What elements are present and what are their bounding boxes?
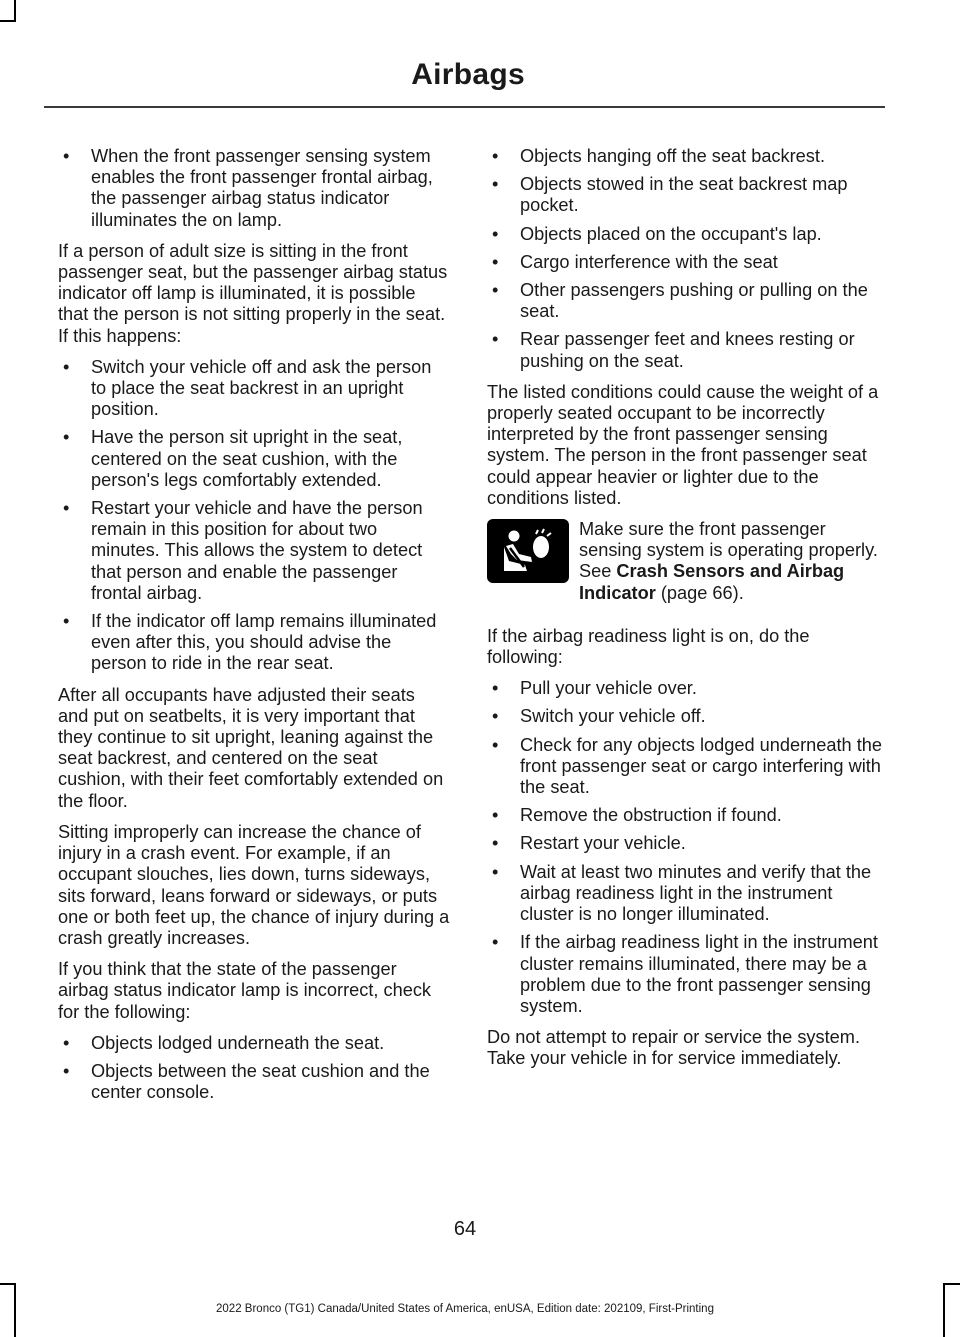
figure-text: Make sure the front passenger sensing system is operating properly. See: [579, 519, 878, 582]
list-item: • Objects placed on the occupant's lap.: [487, 224, 882, 245]
list-item: • Rear passenger feet and knees resting or pushing on the seat.: [487, 329, 882, 371]
list-item: • Objects hanging off the seat backrest.: [487, 146, 882, 167]
figure-page-ref: (page 66).: [655, 582, 744, 603]
crash-sensors-link[interactable]: Crash Sensors and Airbag Indicator: [579, 561, 845, 603]
list-item: • Objects between the seat cushion and the center console.: [58, 1061, 450, 1103]
list-item: • Remove the obstruction if found.: [487, 805, 882, 826]
paragraph: Do not attempt to repair or service the system. Take your vehicle in for service immediately.: [487, 1027, 860, 1069]
right-column: [487, 146, 882, 1080]
list-item: • Objects lodged underneath the seat.: [58, 1033, 450, 1054]
list-item: • Check for any objects lodged underneath the front passenger seat or cargo interfering with the seat.: [487, 735, 882, 799]
crop-mark-bottom-right-v: [943, 1283, 945, 1337]
paragraph: If the airbag readiness light is on, do the following:: [487, 625, 810, 668]
left-column: [58, 146, 450, 1113]
list-item: • When the front passenger sensing system enables the front passenger frontal airbag, the passenger airbag status indicator illuminates the on lamp.: [58, 146, 450, 231]
paragraph: Sitting improperly can increase the chance of injury in a crash event. For example, if an occupant slouches, lies down, turns sideways, sits forward, leans forward or sideways, or puts one or both feet up, the chance of injury during a crash greatly increases.: [58, 821, 450, 948]
airbag-warning-icon: [487, 519, 569, 583]
list-item: • Pull your vehicle over.: [487, 678, 882, 699]
bullet-list: [487, 678, 882, 1017]
list-item: • Restart your vehicle and have the person remain in this position for about two minutes. This allows the system to detect that person and enable the passenger frontal airbag.: [58, 498, 450, 604]
crop-mark-top-left-v: [14, 0, 16, 22]
crop-mark-bottom-right-h: [943, 1283, 960, 1285]
paragraph: If you think that the state of the passenger airbag status indicator lamp is incorrect, check for the following:: [58, 959, 432, 1022]
figure-paragraph: [487, 519, 882, 604]
list-item: • Objects stowed in the seat backrest map pocket.: [487, 174, 882, 216]
paragraph: If a person of adult size is sitting in the front passenger seat, but the passenger airbag status indicator off lamp is illuminated, it is possible that the person is not sitting properly in the seat. If this happens:: [58, 240, 448, 346]
list-item: • Switch your vehicle off and ask the person to place the seat backrest in an upright position.: [58, 357, 450, 421]
crop-mark-bottom-left-h: [0, 1283, 16, 1285]
bullet-list: [487, 146, 882, 372]
list-item: • Have the person sit upright in the seat, centered on the seat cushion, with the person's legs comfortably extended.: [58, 427, 450, 491]
bullet-list: [58, 357, 450, 675]
page-title: Airbags: [411, 58, 525, 91]
list-item: • If the airbag readiness light in the instrument cluster remains illuminated, there may be a problem due to the front passenger sensing system.: [487, 932, 882, 1017]
list-item: • If the indicator off lamp remains illuminated even after this, you should advise the person to ride in the rear seat.: [58, 611, 450, 675]
list-item: • Cargo interference with the seat: [487, 252, 882, 273]
intro-bullet-list: [58, 146, 450, 231]
crop-mark-top-left-h: [0, 20, 16, 22]
bullet-list: [58, 1033, 450, 1104]
page-number: 64: [453, 1218, 477, 1240]
footer-edition-info: 2022 Bronco (TG1) Canada/United States of America, enUSA, Edition date: 202109, First-Printing: [216, 1303, 714, 1315]
paragraph: The listed conditions could cause the weight of a properly seated occupant to be incorrectly interpreted by the front passenger sensing system. The person in the front passenger seat could appear heavier or lighter due to the conditions listed.: [487, 381, 879, 508]
list-item: • Other passengers pushing or pulling on the seat.: [487, 280, 882, 322]
list-item: • Wait at least two minutes and verify that the airbag readiness light in the instrument cluster is no longer illuminated.: [487, 862, 882, 926]
list-item: • Switch your vehicle off.: [487, 706, 882, 727]
header-divider: [44, 106, 885, 108]
list-item: • Restart your vehicle.: [487, 833, 882, 854]
paragraph: After all occupants have adjusted their seats and put on seatbelts, it is very important that they continue to sit upright, leaning against the seat backrest, and centered on the seat cushion, with their feet comfortably extended on the floor.: [58, 684, 444, 811]
